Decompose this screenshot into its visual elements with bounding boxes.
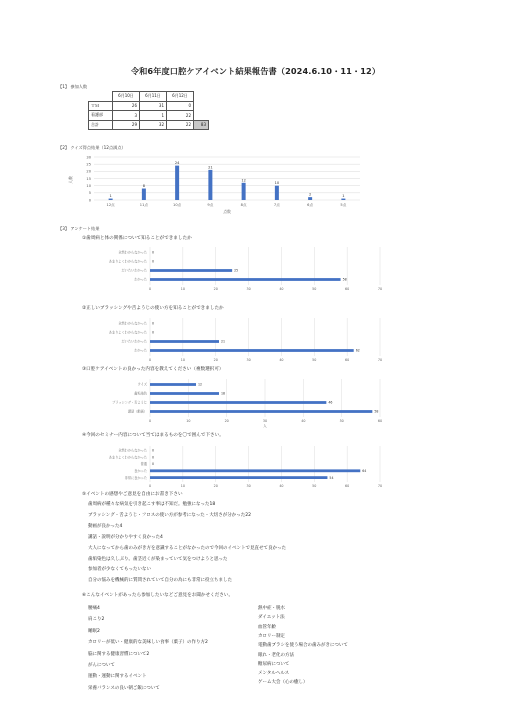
list-item: 歯周病が種々な病気を引き起こす事は不知だ。勉強になった18 [88, 502, 216, 507]
x-tick-label: 50 [312, 484, 317, 487]
table-blank [194, 101, 209, 111]
x-tick-label: 30 [262, 419, 268, 423]
list-item: 電動歯ブラシを使う場合の歯みがきについて [258, 643, 348, 649]
bar [150, 392, 219, 395]
bar [308, 197, 312, 200]
category-label: わかった [134, 348, 147, 353]
y-tick-label: 15 [86, 176, 91, 181]
category-label: わかった [134, 277, 147, 282]
x-tick-label: 20 [213, 358, 218, 362]
table-cell: 29 [113, 120, 140, 130]
list-item: 熱中症・脱水 [258, 606, 285, 611]
x-tick-label: 60 [345, 484, 350, 487]
row-label: 合計 [89, 120, 113, 130]
x-tick-label: 5点 [340, 203, 347, 207]
data-label: 1 [109, 194, 112, 199]
table-cell: 26 [113, 101, 140, 111]
x-tick-label: 60 [345, 358, 350, 362]
list-item: ブラッシング・舌ようじ・フロスの使い方が参考になった・大切さが分かった22 [88, 512, 251, 518]
table-cell: 22 [167, 120, 194, 130]
x-tick-label: 40 [279, 358, 284, 362]
quiz-score-chart [60, 152, 450, 220]
bar [341, 199, 345, 200]
data-label: 58 [374, 409, 379, 414]
x-tick-label: 10 [180, 484, 185, 487]
list-item: ゲーム大会（心の癒し） [258, 680, 308, 686]
section-quiz-label: 【2】 クイズ得点結果（12点満点） [58, 145, 126, 150]
table-header: 6月10日 [113, 92, 140, 102]
data-label: 1 [342, 194, 345, 199]
x-tick-label: 60 [345, 287, 350, 291]
y-tick-label: 20 [86, 169, 91, 174]
x-tick-label: 10 [186, 419, 191, 423]
category-label: 非常に良かった [124, 475, 147, 480]
x-tick-label: 7点 [273, 203, 280, 207]
data-label: 25 [234, 268, 239, 273]
list-item: 講話・説明が分かりやすく良かった4 [88, 534, 163, 540]
list-item: 自分の悩みを機械的に質問されていて自分の為にも非常に役立ちました [88, 578, 232, 584]
bar [150, 278, 341, 281]
q4-chart [60, 443, 400, 487]
data-label: 64 [362, 469, 367, 473]
data-label: 58 [342, 277, 347, 282]
list-item: 動画が良かった4 [88, 523, 123, 529]
section-attendance-label: 【1】 参加人数 [58, 84, 88, 89]
bar [275, 186, 279, 200]
data-label: 0 [152, 321, 155, 326]
list-item: カロリー制定 [258, 633, 285, 639]
x-tick-label: 10 [180, 287, 185, 291]
x-tick-label: 6点 [307, 203, 314, 207]
x-tick-label: 50 [312, 287, 317, 291]
x-tick-label: 11点 [139, 203, 148, 207]
table-blank [194, 111, 209, 121]
x-tick-label: 8点 [240, 203, 247, 207]
q6-label: ⑥こんなイベントがあったら参加したいなどご意見をお聞かせください。 [82, 593, 234, 598]
data-label: 18 [221, 391, 226, 396]
bar [150, 476, 327, 479]
q3-chart [60, 376, 400, 428]
category-label: 普通 [140, 462, 147, 467]
bar [109, 199, 113, 200]
category-label: ブラッシング・舌ようじ [112, 400, 147, 405]
q1-label: ①歯周病と体の関係について知ることができましたか [82, 236, 192, 241]
q3-label: ③口腔ケアイベントの良かった内容を教えてください（複数選択可） [82, 367, 224, 372]
data-label: 0 [152, 448, 155, 453]
total-cell: 83 [194, 120, 209, 130]
list-item: 腰痛4 [88, 606, 100, 611]
list-item: ダイエット法 [258, 615, 285, 621]
bar [150, 383, 196, 386]
x-tick-label: 60 [377, 419, 383, 423]
data-label: 0 [152, 462, 155, 467]
row-label: 看護部 [89, 111, 113, 121]
data-label: 12 [198, 382, 203, 387]
attendance-table [88, 91, 209, 130]
category-label: 全然わからなかった [118, 321, 147, 326]
data-label: 12 [241, 178, 246, 183]
table-cell: 1 [140, 111, 167, 121]
q1-chart [60, 244, 400, 296]
list-item: 肩こり2 [88, 617, 105, 623]
category-label: あまりよくわからなかった [108, 330, 147, 335]
table-header-row [89, 92, 209, 102]
list-item: 大人になってから歯のみがき方を意識することがなかったので今回のイベントで見直せて良かった [88, 545, 286, 551]
data-label: 0 [152, 330, 155, 335]
list-item: カロリーが低い・健康的な美味しい食事（菓子）の作り方2 [88, 640, 208, 646]
data-label: 0 [152, 250, 155, 255]
x-tick-label: 30 [246, 484, 251, 487]
list-item: メンタルヘルス [258, 671, 290, 677]
x-tick-label: 10 [180, 358, 185, 362]
category-label: だいたいわかった [121, 339, 147, 344]
y-tick-label: 25 [86, 162, 91, 167]
y-tick-label: 0 [88, 198, 91, 203]
list-item: 脳に関する健康習慣について2 [88, 651, 150, 657]
data-label: 0 [152, 259, 155, 264]
category-label: クイズ [137, 382, 147, 387]
category-label: あまりよくわからなかった [108, 455, 147, 460]
q5-label: ⑤イベントの感想やご意見を自由にお書き下さい [82, 492, 183, 497]
y-tick-label: 10 [86, 183, 91, 188]
row-label: ＴＭ [89, 101, 113, 111]
x-tick-label: 70 [377, 484, 383, 487]
list-item: がんについて [88, 663, 115, 668]
data-label: 2 [308, 192, 312, 197]
section-survey-label: 【3】 アンケート結果 [58, 226, 100, 231]
x-tick-label: 30 [246, 358, 251, 362]
table-cell: 32 [140, 120, 167, 130]
x-tick-label: 50 [312, 358, 317, 362]
category-label: 良かった [134, 469, 147, 473]
table-row [89, 111, 209, 121]
data-label: 24 [174, 161, 180, 166]
table-header: 6月12日 [167, 92, 194, 102]
table-corner [194, 92, 209, 102]
list-item: 睡眠2 [88, 628, 100, 634]
x-tick-label: 50 [339, 419, 344, 423]
x-tick-label: 70 [377, 287, 383, 291]
data-label: 21 [208, 165, 213, 170]
x-tick-label: 10点 [173, 203, 182, 207]
q2-label: ②正しいブラッシングや舌ようじの使い方を知ることができましたか [82, 306, 224, 311]
data-label: 62 [355, 348, 360, 353]
y-axis-label: 人数 [68, 176, 73, 184]
bar [150, 469, 360, 472]
page-title: 令和6年度口腔ケアイベント結果報告書（2024.6.10・11・12） [130, 66, 381, 76]
category-label: 歯垢染色 [134, 391, 147, 396]
x-tick-label: 30 [246, 287, 251, 291]
table-row [89, 120, 209, 130]
x-tick-label: 40 [279, 484, 284, 487]
x-tick-label: 70 [377, 358, 383, 362]
bar [150, 410, 372, 413]
x-tick-label: 0 [148, 358, 152, 362]
q4-label: ④今回のセミナー内容について当てはまるものを〇で囲んで下さい。 [82, 433, 224, 438]
bar [208, 170, 212, 200]
bar [142, 189, 146, 200]
x-tick-label: 20 [213, 287, 218, 291]
x-tick-label: 12点 [106, 203, 115, 207]
category-label: 講話（動画） [127, 409, 147, 414]
list-item: 栄養バランスの良い朝ご飯について [88, 685, 160, 691]
category-label: だいたいわかった [121, 268, 147, 273]
category-label: あまりよくわからなかった [108, 259, 147, 264]
x-tick-label: 0 [148, 484, 152, 487]
bar [175, 166, 179, 200]
list-item: 血管年齢 [258, 624, 276, 630]
x-tick-label: 40 [301, 419, 306, 423]
x-tick-label: 9点 [207, 203, 214, 207]
bar [242, 183, 246, 200]
bar [150, 340, 219, 343]
bar [150, 269, 232, 272]
table-cell: 31 [140, 101, 167, 111]
data-label: 54 [329, 475, 334, 480]
x-tick-label: 0 [148, 419, 152, 423]
data-label: 46 [328, 400, 333, 405]
list-item: 参加者が少なくてもったいない [88, 567, 151, 573]
list-item: 糖尿病について [258, 661, 290, 667]
list-item: 眼れ・老化の方法 [258, 652, 294, 658]
x-tick-label: 20 [213, 484, 218, 487]
q2-chart [60, 315, 400, 367]
table-header: 6月11日 [140, 92, 167, 102]
data-label: 8 [142, 184, 146, 189]
x-tick-label: 20 [224, 419, 229, 423]
y-tick-label: 5 [88, 191, 91, 196]
table-cell: 22 [167, 111, 194, 121]
x-tick-label: 40 [279, 287, 284, 291]
list-item: 運動・運動に関するイベント [88, 674, 147, 680]
table-cell: 3 [113, 111, 140, 121]
list-item: 歯垢染色は久しぶり。歯茎近くが染まっていて気をつけようと思った [88, 556, 228, 562]
data-label: 0 [152, 455, 155, 460]
table-corner [89, 92, 113, 102]
x-axis-label: 点数 [223, 209, 231, 214]
table-row [89, 101, 209, 111]
bar [150, 349, 354, 352]
data-label: 10 [274, 181, 280, 186]
x-axis-unit: 人 [263, 424, 267, 428]
y-tick-label: 30 [86, 155, 91, 160]
category-label: 全然わからなかった [118, 250, 147, 255]
table-cell: 0 [167, 101, 194, 111]
data-label: 21 [221, 339, 226, 344]
category-label: 全然わからなかった [118, 448, 147, 453]
bar [150, 401, 326, 404]
x-tick-label: 0 [148, 287, 152, 291]
